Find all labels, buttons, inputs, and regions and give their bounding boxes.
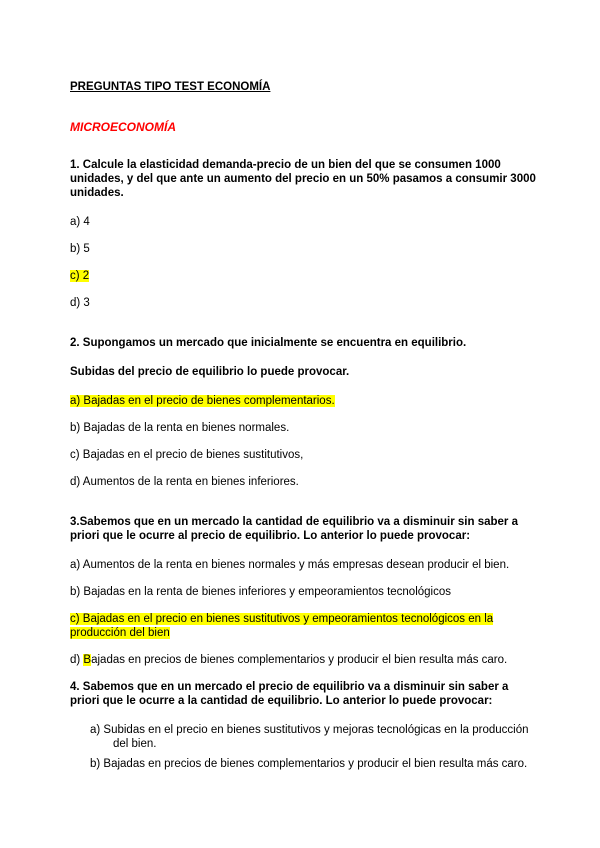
question-2-option-a xyxy=(70,394,536,408)
option-highlight: a) Bajadas en el precio de bienes complementarios. xyxy=(70,395,335,407)
question-1-option-c xyxy=(70,269,536,283)
question-2-text-line-1: 2. Supongamos un mercado que inicialmente se encuentra en equilibrio. xyxy=(70,337,467,349)
document-title: PREGUNTAS TIPO TEST ECONOMÍA xyxy=(70,81,271,93)
question-1 xyxy=(70,158,536,310)
option-text: ajadas en precios de bienes complementarios y producir el bien resulta más caro. xyxy=(91,654,508,666)
question-3-option-c xyxy=(70,612,536,640)
option-text: a) Aumentos de la renta en bienes normales y más empresas desean producir el bien. xyxy=(70,559,510,571)
question-3-option-b xyxy=(70,585,536,599)
question-3-option-a xyxy=(70,558,536,572)
section-heading: MICROECONOMÍA xyxy=(70,120,176,134)
option-highlight: c) 2 xyxy=(70,270,90,282)
question-4-option-b xyxy=(90,757,536,771)
question-2-option-c xyxy=(70,448,536,462)
option-highlight: B xyxy=(83,654,92,666)
option-text: b) Bajadas en la renta de bienes inferiores y empeoramientos tecnológicos xyxy=(70,586,451,598)
question-2-text-line-2: Subidas del precio de equilibrio lo puede provocar. xyxy=(70,366,350,378)
question-3 xyxy=(70,515,536,667)
option-text: d) 3 xyxy=(70,297,90,309)
question-1-option-b xyxy=(70,242,536,256)
option-text: b) 5 xyxy=(70,243,90,255)
option-text: b) Bajadas en precios de bienes complementarios y producir el bien resulta más caro. xyxy=(90,758,528,770)
option-highlight: c) Bajadas en el precio en bienes sustitutivos y empeoramientos tecnológicos en la producción del bien xyxy=(70,613,494,639)
question-4-text: 4. Sabemos que en un mercado el precio de equilibrio va a disminuir sin saber a priori que le ocurre a la cantidad de equilibrio. Lo anterior lo puede provocar: xyxy=(70,681,509,707)
question-4-option-a xyxy=(90,723,536,751)
question-4 xyxy=(70,680,536,771)
option-text: d) xyxy=(70,654,84,666)
option-text: a) Subidas en el precio en bienes sustitutivos y mejoras tecnológicas en la producción del bien. xyxy=(90,724,529,750)
option-text: a) 4 xyxy=(70,216,90,228)
question-1-text: 1. Calcule la elasticidad demanda-precio de un bien del que se consumen 1000 unidades, y del que ante un aumento del precio en un 50% pasamos a consumir 3000 unidades. xyxy=(70,159,536,199)
question-3-text: 3.Sabemos que en un mercado la cantidad de equilibrio va a disminuir sin saber a priori que le ocurre al precio de equilibrio. Lo anterior lo puede provocar: xyxy=(70,516,518,542)
option-text: d) Aumentos de la renta en bienes inferiores. xyxy=(70,476,299,488)
question-2-option-b xyxy=(70,421,536,435)
option-text: b) Bajadas de la renta en bienes normales. xyxy=(70,422,290,434)
question-3-option-d xyxy=(70,653,536,667)
option-text: c) Bajadas en el precio de bienes sustitutivos, xyxy=(70,449,304,461)
question-2-option-d xyxy=(70,475,536,489)
question-1-option-a xyxy=(70,215,536,229)
question-1-option-d xyxy=(70,296,536,310)
question-2 xyxy=(70,336,536,489)
